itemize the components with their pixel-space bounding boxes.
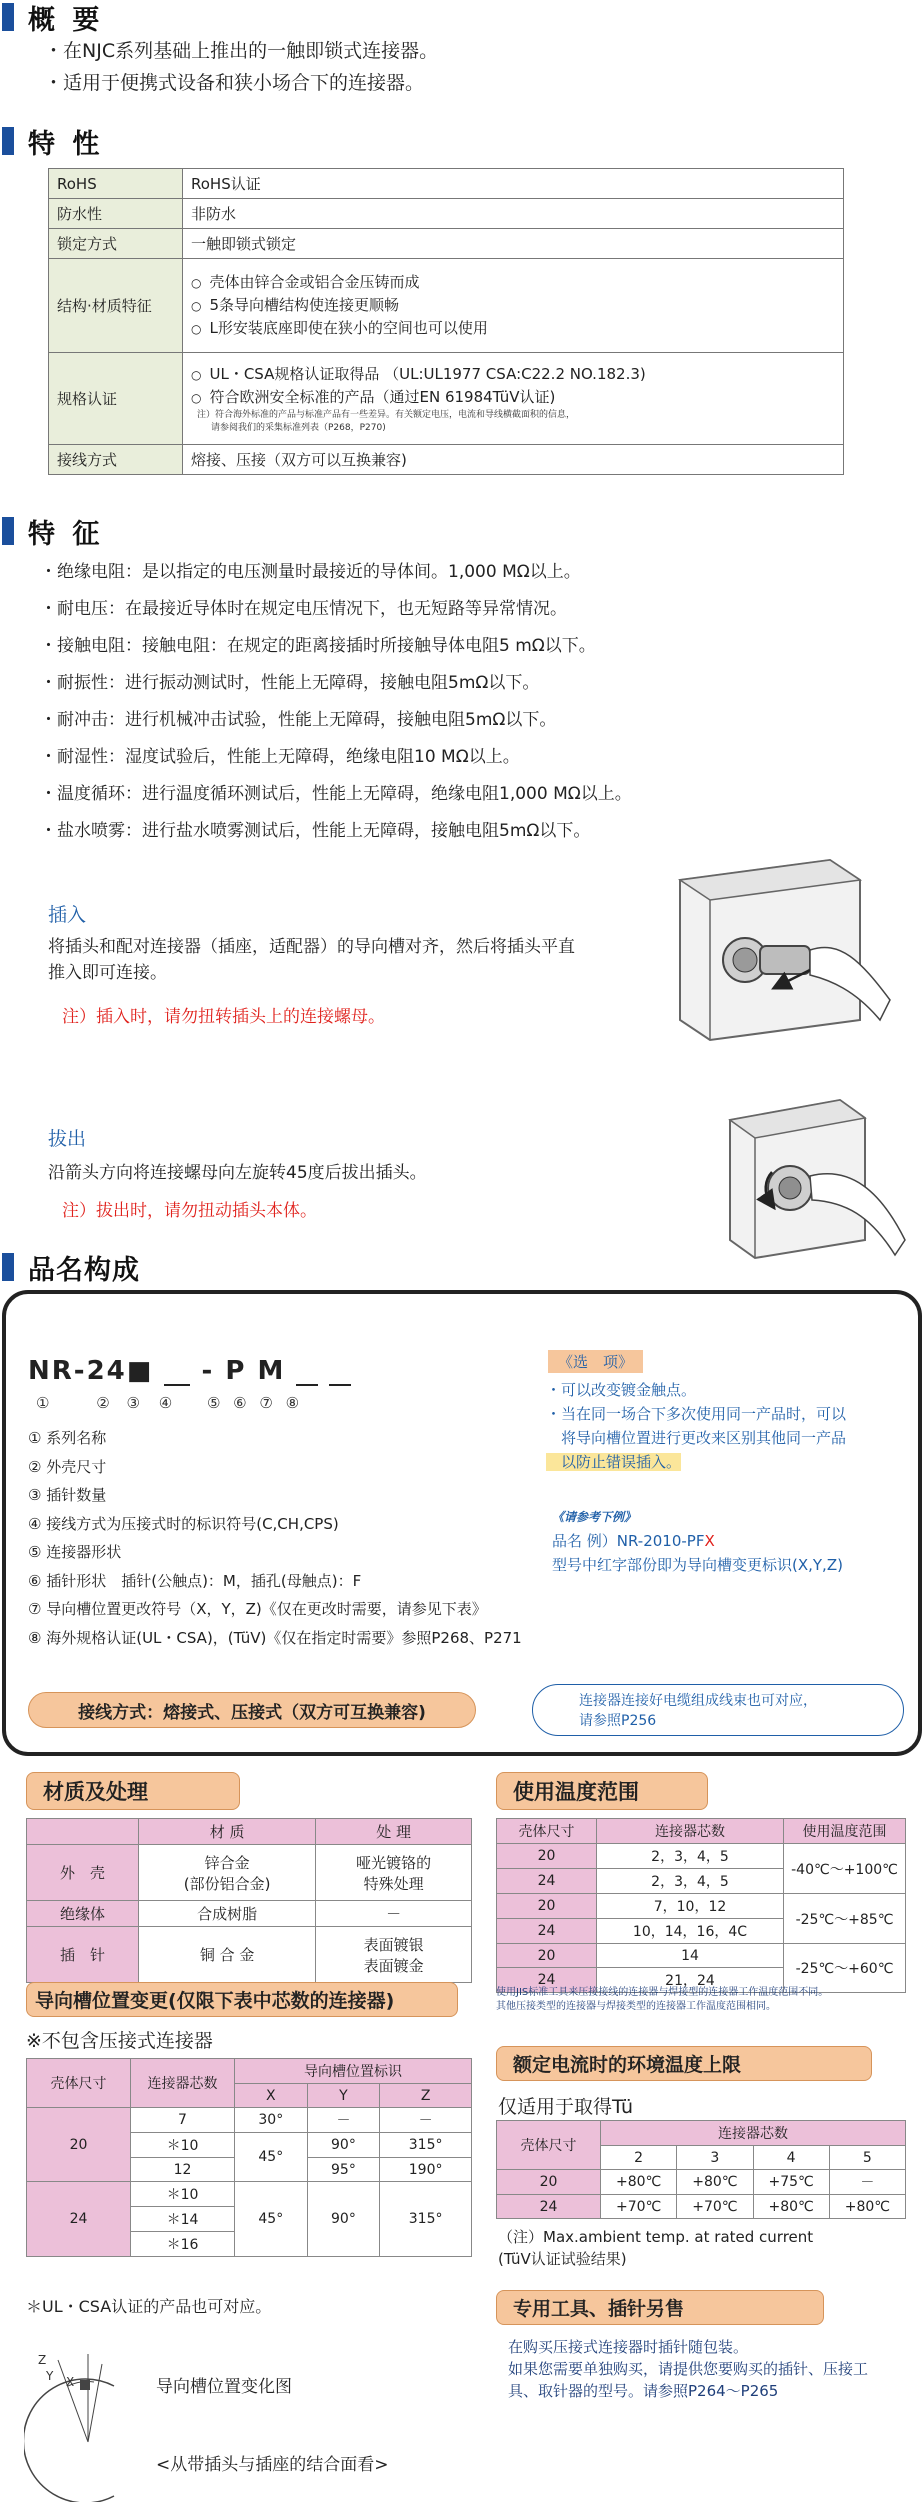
temp-value: +80℃ bbox=[753, 2195, 829, 2219]
temperature-table bbox=[496, 1818, 906, 1993]
table-header: Y bbox=[307, 2084, 380, 2108]
table-header: Z bbox=[380, 2084, 472, 2108]
shell-size: 24 bbox=[497, 1968, 597, 1993]
material-cell bbox=[139, 1845, 316, 1901]
ref-explain: 型号中红字部份即为导向槽变更标识(X,Y,Z) bbox=[552, 1556, 843, 1574]
material-cell: 铜 合 金 bbox=[139, 1927, 316, 1983]
rated-current-note bbox=[498, 2226, 813, 2270]
section-marker bbox=[2, 1253, 14, 1281]
options-highlight: 以防止错误插入。 bbox=[546, 1453, 682, 1471]
options-line: 将导向槽位置进行更改来区别其他同一产品 bbox=[546, 1429, 847, 1447]
rated-note-line: (TüV认证试验结果) bbox=[498, 2250, 627, 2268]
table-header: 导向槽位置标识 bbox=[235, 2059, 472, 2084]
table-row bbox=[27, 2108, 472, 2133]
feature-item: ・耐振性：进行振动测试时，性能上无障碍，接触电阻5mΩ以下。 bbox=[40, 673, 540, 693]
pos-x: 30° bbox=[235, 2108, 308, 2133]
code-position-markers bbox=[36, 1394, 299, 1412]
table-row bbox=[27, 1845, 472, 1901]
pin-count: 7，10，12 bbox=[597, 1894, 784, 1919]
spec-value: 非防水 bbox=[183, 199, 844, 229]
shell-size: 20 bbox=[497, 2170, 601, 2195]
tools-text bbox=[508, 2336, 868, 2402]
treatment-line: 表面镀银 bbox=[363, 1935, 424, 1954]
spec-value bbox=[183, 259, 844, 353]
part-number-legend bbox=[28, 1424, 522, 1652]
overview-header bbox=[2, 2, 104, 36]
marker-1: ① bbox=[36, 1394, 50, 1412]
rated-current-subtitle: 仅适用于取得Tü bbox=[498, 2096, 634, 2118]
legend-item: ⑤ 连接器形状 bbox=[28, 1543, 122, 1561]
temperature-title: 使用温度范围 bbox=[496, 1772, 708, 1810]
ref-tag: 《请参考下例》 bbox=[552, 1510, 637, 1524]
spec-value bbox=[183, 353, 844, 445]
spec-option: ○ UL・CSA规格认证取得品 （UL:UL1977 CSA:C22.2 NO.182.3) bbox=[191, 363, 835, 386]
treatment-line: 哑光镀铬的 bbox=[356, 1853, 432, 1872]
table-row bbox=[27, 2182, 472, 2207]
treatment-cell bbox=[316, 1845, 472, 1901]
code-size: 24 bbox=[86, 1356, 127, 1386]
table-row bbox=[497, 1819, 906, 1844]
axis-z-label: Z bbox=[38, 2353, 47, 2367]
temp-value: +80℃ bbox=[829, 2195, 905, 2219]
materials-title: 材质及处理 bbox=[26, 1772, 240, 1810]
axis-y-label: Y bbox=[46, 2369, 54, 2383]
table-header: 处 理 bbox=[316, 1819, 472, 1845]
temperature-note bbox=[496, 1986, 828, 2014]
overview-line: ・适用于便携式设备和狭小场合下的连接器。 bbox=[44, 72, 425, 94]
temp-value: +80℃ bbox=[601, 2170, 677, 2195]
tools-title: 专用工具、插针另售 bbox=[496, 2290, 824, 2325]
pin-count: ＊10 bbox=[131, 2182, 235, 2207]
table-row bbox=[49, 229, 844, 259]
material-cell: 合成树脂 bbox=[139, 1901, 316, 1927]
material-part: 外 壳 bbox=[27, 1845, 139, 1901]
marker-3: ③ bbox=[126, 1394, 140, 1412]
diagram-sub: <从带插头与插座的结合面看> bbox=[156, 2455, 389, 2475]
pos-x: 45° bbox=[235, 2133, 308, 2182]
guide-change-subtitle: ※不包含压接式连接器 bbox=[26, 2030, 213, 2052]
table-row bbox=[497, 1894, 906, 1919]
options-text bbox=[546, 1378, 846, 1474]
table-row bbox=[27, 1819, 472, 1845]
pin-count: 12 bbox=[131, 2158, 235, 2182]
ref-example-red: X bbox=[704, 1532, 715, 1550]
ref-example-code: 品名 例）NR-2010-PF bbox=[552, 1532, 705, 1550]
remove-title: 拔出 bbox=[48, 1128, 87, 1150]
spec-key: 锁定方式 bbox=[49, 229, 183, 259]
cable-note-line: 请参照P256 bbox=[579, 1713, 657, 1729]
legend-item: ⑥ 插针形状 插针(公触点)：M，插孔(母触点)：F bbox=[28, 1571, 362, 1590]
spec-key: 结构·材质特征 bbox=[49, 259, 183, 353]
section-marker bbox=[2, 127, 14, 155]
spec-key: RoHS bbox=[49, 169, 183, 199]
materials-table bbox=[26, 1818, 472, 1983]
pos-z: 315° bbox=[380, 2133, 472, 2158]
overview-line: ・在NJC系列基础上推出的一触即锁式连接器。 bbox=[44, 40, 439, 62]
table-row bbox=[27, 1901, 472, 1927]
options-tag: 《选 项》 bbox=[548, 1350, 643, 1373]
pin-count: 7 bbox=[131, 2108, 235, 2133]
table-row bbox=[49, 259, 844, 353]
shell-size: 20 bbox=[27, 2108, 131, 2182]
temp-range: -25℃～+85℃ bbox=[784, 1894, 906, 1944]
treatment-line: 特殊处理 bbox=[363, 1874, 424, 1893]
spec-value: RoHS认证 bbox=[183, 169, 844, 199]
part-number-header bbox=[2, 1252, 140, 1286]
table-header: 壳体尺寸 bbox=[497, 2121, 601, 2170]
spec-note: 请参阅我们的采集标准列表（P268，P270) bbox=[211, 422, 386, 433]
code-series: NR bbox=[28, 1356, 74, 1386]
legend-item: ⑧ 海外规格认证(UL・CSA)，(TüV)《仅在指定时需要》参照P268、P271 bbox=[28, 1628, 522, 1647]
part-number-title: 品名构成 bbox=[28, 1254, 140, 1286]
legend-item: ① 系列名称 bbox=[28, 1429, 107, 1447]
feature-item: ・耐电压：在最接近导体时在规定电压情况下，也无短路等异常情况。 bbox=[40, 599, 567, 619]
insert-text: 推入即可连接。 bbox=[48, 963, 167, 983]
spec-option: ○ 符合欧洲安全标准的产品（通过EN 61984TüV认证) bbox=[191, 386, 835, 409]
table-row bbox=[49, 353, 844, 445]
material-line: 锌合金 bbox=[204, 1853, 250, 1872]
pin-count-col: 3 bbox=[677, 2146, 753, 2170]
axis-x-label: X bbox=[66, 2375, 75, 2389]
table-header: 连接器芯数 bbox=[597, 1819, 784, 1844]
pin-count: ＊16 bbox=[131, 2232, 235, 2257]
table-row bbox=[27, 1927, 472, 1983]
table-row bbox=[497, 2170, 906, 2195]
table-header: 连接器芯数 bbox=[131, 2059, 235, 2108]
table-row bbox=[49, 445, 844, 475]
feature-item: ・盐水喷雾：进行盐水喷雾测试后，性能上无障碍，接触电阻5mΩ以下。 bbox=[40, 821, 591, 841]
shell-size: 24 bbox=[497, 1919, 597, 1944]
insert-note: 注）插入时，请勿扭转插头上的连接螺母。 bbox=[62, 1007, 385, 1027]
table-row bbox=[49, 169, 844, 199]
shell-size: 24 bbox=[497, 2195, 601, 2219]
legend-item: ④ 接线方式为压接式时的标识符号(C,CH,CPS) bbox=[28, 1514, 339, 1533]
temp-value: +70℃ bbox=[601, 2195, 677, 2219]
table-header: 材 质 bbox=[139, 1819, 316, 1845]
insert-title: 插入 bbox=[48, 904, 87, 926]
feature-item: ・接触电阻：接触电阻：在规定的距离接插时所接触导体电阻5 mΩ以下。 bbox=[40, 636, 596, 656]
rated-current-table bbox=[496, 2120, 906, 2219]
section-marker bbox=[2, 517, 14, 545]
guide-change-table bbox=[26, 2058, 472, 2257]
feature-item: ・温度循环：进行温度循环测试后，性能上无障碍，绝缘电阻1,000 MΩ以上。 bbox=[40, 784, 632, 804]
legend-item: ② 外壳尺寸 bbox=[28, 1457, 107, 1476]
tools-line: 具、取针器的型号。请参照P264～P265 bbox=[508, 2382, 779, 2400]
shell-size: 24 bbox=[27, 2182, 131, 2257]
marker-5: ⑤ bbox=[206, 1394, 221, 1412]
pos-y: 90° bbox=[307, 2182, 380, 2257]
rated-current-title: 额定电流时的环境温度上限 bbox=[496, 2046, 872, 2081]
legend-item: ③ 插针数量 bbox=[28, 1486, 107, 1504]
feature-item: ・耐湿性：湿度试验后，性能上无障碍，绝缘电阻10 MΩ以上。 bbox=[40, 747, 520, 767]
table-header: X bbox=[235, 2084, 308, 2108]
feature-item: ・耐冲击：进行机械冲击试验，性能上无障碍，接触电阻5mΩ以下。 bbox=[40, 710, 557, 730]
temperature-note-line: 其他压接类型的连接器与焊接类型的连接器工作温度范围相同。 bbox=[496, 2001, 776, 2012]
guide-change-title: 导向槽位置变更(仅限下表中芯数的连接器) bbox=[26, 1982, 458, 2017]
pin-count: 10，14，16，4C bbox=[597, 1919, 784, 1944]
table-row bbox=[497, 1844, 906, 1869]
pos-x: 45° bbox=[235, 2182, 308, 2257]
code-blank bbox=[329, 1364, 351, 1386]
table-row bbox=[49, 199, 844, 229]
spec-value: 熔接、压接（双方可以互换兼容) bbox=[183, 445, 844, 475]
marker-4: ④ bbox=[158, 1394, 173, 1412]
material-part: 插 针 bbox=[27, 1927, 139, 1983]
code-dash: - bbox=[201, 1356, 215, 1386]
pin-count: 21，24 bbox=[597, 1968, 784, 1993]
shell-size: 20 bbox=[497, 1944, 597, 1968]
marker-8: ⑧ bbox=[285, 1394, 300, 1412]
tools-line: 在购买压接式连接器时插针随包装。 bbox=[508, 2338, 749, 2356]
treatment-line: 表面镀金 bbox=[363, 1956, 424, 1975]
pin-count-col: 4 bbox=[753, 2146, 829, 2170]
temp-value: +70℃ bbox=[677, 2195, 753, 2219]
features-header bbox=[2, 516, 104, 550]
options-line bbox=[546, 1450, 846, 1474]
pin-count-col: 2 bbox=[601, 2146, 677, 2170]
table-header: 连接器芯数 bbox=[601, 2121, 906, 2146]
options-line: ・当在同一场合下多次使用同一产品时，可以 bbox=[546, 1405, 847, 1423]
code-blank bbox=[164, 1364, 190, 1386]
temp-range: -25℃～+60℃ bbox=[784, 1944, 906, 1993]
guide-position-diagram bbox=[24, 2346, 134, 2502]
code-pin-type: M bbox=[257, 1356, 286, 1386]
pos-z: － bbox=[380, 2108, 472, 2133]
temp-value: － bbox=[829, 2170, 905, 2195]
marker-6: ⑥ bbox=[233, 1394, 247, 1412]
pin-count: ＊14 bbox=[131, 2207, 235, 2232]
legend-item: ⑦ 导向槽位置更改符号（X，Y，Z)《仅在更改时需要，请参见下表》 bbox=[28, 1600, 487, 1618]
spec-option: ○ L形安装底座即使在狭小的空间也可以使用 bbox=[191, 317, 835, 340]
table-row bbox=[497, 2121, 906, 2146]
code-pins: ■ bbox=[126, 1356, 154, 1386]
pin-count-col: 5 bbox=[829, 2146, 905, 2170]
treatment-cell bbox=[316, 1927, 472, 1983]
pin-count: 14 bbox=[597, 1944, 784, 1968]
pin-count: 2，3，4，5 bbox=[597, 1844, 784, 1869]
spec-key: 防水性 bbox=[49, 199, 183, 229]
table-header bbox=[27, 1819, 139, 1845]
remove-illustration bbox=[720, 1090, 910, 1260]
pos-y: 95° bbox=[307, 2158, 380, 2182]
code-blank bbox=[296, 1364, 318, 1386]
spec-value: 一触即锁式锁定 bbox=[183, 229, 844, 259]
rated-note-line: （注）Max.ambient temp. at rated current bbox=[498, 2228, 814, 2246]
code-dash: - bbox=[73, 1356, 87, 1386]
overview-title: 概 要 bbox=[28, 4, 104, 36]
treatment-cell: － bbox=[316, 1901, 472, 1927]
pos-z: 315° bbox=[380, 2182, 472, 2257]
pin-count: ＊10 bbox=[131, 2133, 235, 2158]
ref-example bbox=[552, 1530, 715, 1551]
remove-text: 沿箭头方向将连接螺母向左旋转45度后拔出插头。 bbox=[48, 1163, 427, 1183]
cable-note-box bbox=[532, 1684, 904, 1736]
pos-y: 90° bbox=[307, 2133, 380, 2158]
features-title: 特 征 bbox=[28, 518, 104, 550]
material-line: (部份铝合金) bbox=[183, 1874, 271, 1893]
marker-2: ② bbox=[96, 1394, 110, 1412]
code-shape: P bbox=[225, 1356, 247, 1386]
characteristics-title: 特 性 bbox=[28, 128, 104, 160]
shell-size: 20 bbox=[497, 1844, 597, 1869]
part-number-code bbox=[28, 1356, 351, 1386]
spec-note: 注）符合海外标准的产品与标准产品有一些差异。有关额定电压，电流和导线横截面积的信息， bbox=[197, 409, 576, 420]
insert-illustration bbox=[660, 850, 910, 1050]
marker-7: ⑦ bbox=[259, 1394, 273, 1412]
diagram-label: 导向槽位置变化图 bbox=[156, 2377, 292, 2397]
guide-change-footnote: ＊UL・CSA认证的产品也可对应。 bbox=[26, 2297, 272, 2316]
cable-note-line: 连接器连接好电缆组成线束也可对应， bbox=[579, 1693, 817, 1709]
insert-text: 将插头和配对连接器（插座，适配器）的导向槽对齐，然后将插头平直 bbox=[48, 937, 575, 957]
table-row bbox=[497, 1944, 906, 1968]
spec-option: ○ 5条导向槽结构使连接更顺畅 bbox=[191, 294, 835, 317]
section-marker bbox=[2, 3, 14, 31]
options-line: ・可以改变镀金触点。 bbox=[546, 1381, 697, 1399]
table-header: 壳体尺寸 bbox=[497, 1819, 597, 1844]
table-row bbox=[27, 2059, 472, 2084]
table-row bbox=[497, 2195, 906, 2219]
wiring-pill: 接线方式：熔接式、压接式（双方可互换兼容) bbox=[28, 1692, 476, 1728]
temp-value: +75℃ bbox=[753, 2170, 829, 2195]
shell-size: 20 bbox=[497, 1894, 597, 1919]
pin-count: 2，3，4，5 bbox=[597, 1869, 784, 1894]
table-header: 壳体尺寸 bbox=[27, 2059, 131, 2108]
temp-value: +80℃ bbox=[677, 2170, 753, 2195]
axis-x-line bbox=[88, 2364, 102, 2442]
temp-range: -40℃～+100℃ bbox=[784, 1844, 906, 1894]
spec-option: ○ 壳体由锌合金或铝合金压铸而成 bbox=[191, 271, 835, 294]
tools-line: 如果您需要单独购买，请提供您要购买的插针、压接工 bbox=[508, 2360, 869, 2378]
axis-y-line bbox=[58, 2360, 88, 2442]
pos-y: － bbox=[307, 2108, 380, 2133]
spec-key: 接线方式 bbox=[49, 445, 183, 475]
feature-item: ・绝缘电阻：是以指定的电压测量时最接近的导体间。1,000 MΩ以上。 bbox=[40, 562, 581, 582]
pos-z: 190° bbox=[380, 2158, 472, 2182]
remove-note: 注）拔出时，请勿扭动插头本体。 bbox=[62, 1201, 317, 1221]
temperature-note-line: 使用JIS标准工具来压接接线的连接器与焊接型的连接器工作温度范围不同。 bbox=[496, 1987, 829, 1998]
table-header: 使用温度范围 bbox=[784, 1819, 906, 1844]
material-part: 绝缘体 bbox=[27, 1901, 139, 1927]
characteristics-table bbox=[48, 168, 844, 475]
spec-key: 规格认证 bbox=[49, 353, 183, 445]
characteristics-header bbox=[2, 126, 104, 160]
shell-size: 24 bbox=[497, 1869, 597, 1894]
